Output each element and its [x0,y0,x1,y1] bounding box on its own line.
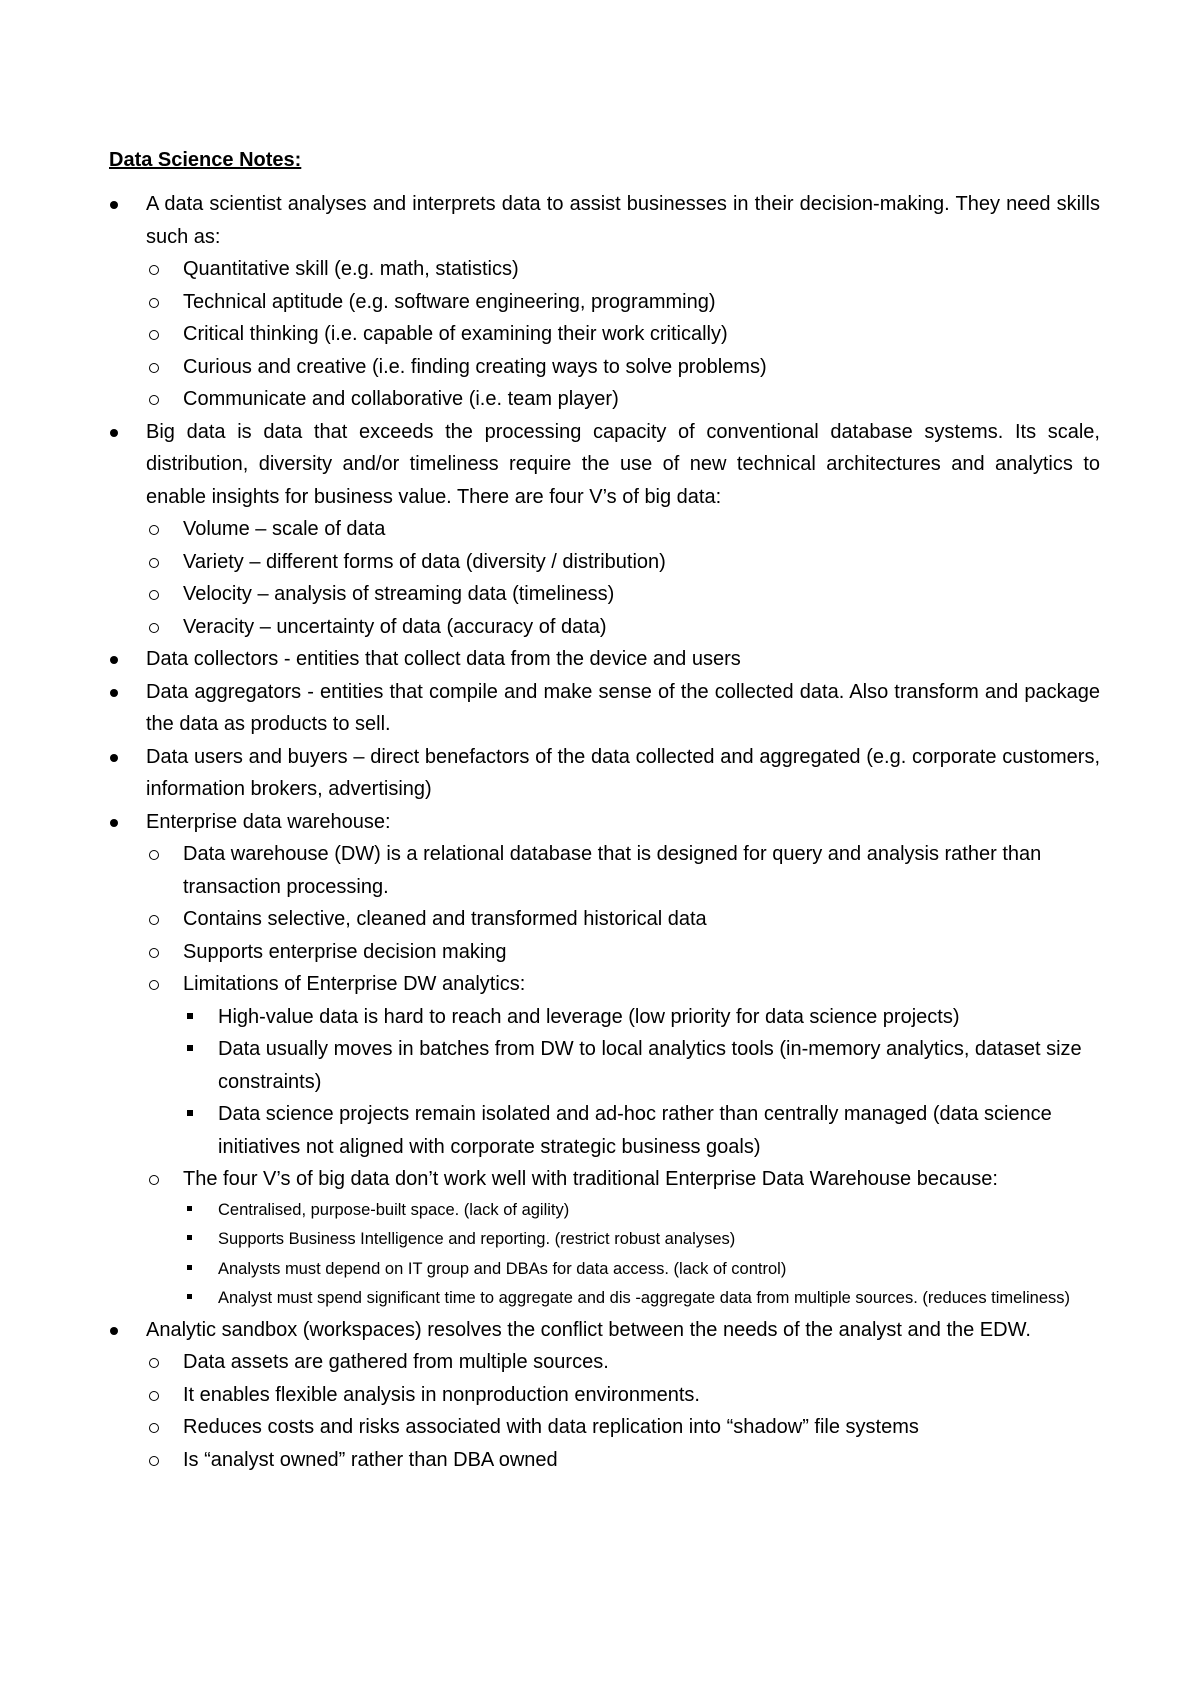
list-item [109,416,1100,644]
sub-list [109,838,1100,1314]
sub-list-item: Communicate and collaborative (i.e. team player) [109,383,1100,416]
nested-list-item: Analysts must depend on IT group and DBAs for data access. (lack of control) [109,1255,1100,1285]
sub-list-item: Curious and creative (i.e. finding creating ways to solve problems) [109,351,1100,384]
sub-list-item: Velocity – analysis of streaming data (timeliness) [109,578,1100,611]
page-title: Data Science Notes: [109,149,302,171]
sub-list-item [109,968,1100,1163]
sub-list-item-text: The four V’s of big data don’t work well with traditional Enterprise Data Warehouse because: [183,1168,998,1190]
list-item [109,741,1100,806]
notes-list [109,188,1100,1476]
reasons-list [109,1196,1100,1314]
list-item [109,676,1100,741]
list-item-text: Analytic sandbox (workspaces) resolves the conflict between the needs of the analyst and the EDW. [146,1318,1031,1341]
sub-list-item: Volume – scale of data [109,513,1100,546]
document-page [109,146,1100,1476]
nested-list-item: Data science projects remain isolated and ad-hoc rather than centrally managed (data science initiatives not aligned with corporate strategic business goals) [109,1098,1100,1163]
sub-list-item: Data warehouse (DW) is a relational database that is designed for query and analysis rather than transaction processing. [109,838,1100,903]
list-item-text: Big data is data that exceeds the processing capacity of conventional database systems. Its scale, distribution, diversity and/or timeliness require the use of new technical architectures and analytics to enable insights for business value. There are four V’s of big data: [146,420,1100,508]
sub-list-item: Data assets are gathered from multiple sources. [109,1346,1100,1379]
sub-list-item: Quantitative skill (e.g. math, statistics) [109,253,1100,286]
list-item-text: Data users and buyers – direct benefactors of the data collected and aggregated (e.g. corporate customers, information brokers, advertising) [146,745,1100,800]
list-item-text: Enterprise data warehouse: [146,810,391,833]
sub-list [109,1346,1100,1476]
list-item [109,643,1100,676]
limitations-list [109,1001,1100,1164]
list-item [109,1314,1100,1477]
sub-list-item: Variety – different forms of data (diversity / distribution) [109,546,1100,579]
sub-list-item: Is “analyst owned” rather than DBA owned [109,1444,1100,1477]
sub-list-item: Supports enterprise decision making [109,936,1100,969]
sub-list-item [109,1163,1100,1314]
sub-list-item: Critical thinking (i.e. capable of examining their work critically) [109,318,1100,351]
nested-list-item: Centralised, purpose-built space. (lack of agility) [109,1196,1100,1226]
list-item [109,806,1100,1314]
sub-list-item: Contains selective, cleaned and transformed historical data [109,903,1100,936]
nested-list-item: Analyst must spend significant time to aggregate and dis -aggregate data from multiple sources. (reduces timeliness) [109,1284,1100,1314]
sub-list-item-text: Limitations of Enterprise DW analytics: [183,973,526,995]
sub-list-item: Technical aptitude (e.g. software engineering, programming) [109,286,1100,319]
nested-list-item: High-value data is hard to reach and leverage (low priority for data science projects) [109,1001,1100,1034]
list-item-text: Data collectors - entities that collect data from the device and users [146,648,741,670]
sub-list [109,253,1100,416]
list-item-text: Data aggregators - entities that compile and make sense of the collected data. Also transform and package the data as products to sell. [146,680,1100,735]
nested-list-item: Data usually moves in batches from DW to local analytics tools (in-memory analytics, dataset size constraints) [109,1033,1100,1098]
list-item [109,188,1100,416]
sub-list-item: Veracity – uncertainty of data (accuracy of data) [109,611,1100,644]
sub-list [109,513,1100,643]
sub-list-item: It enables flexible analysis in nonproduction environments. [109,1379,1100,1412]
list-item-text: A data scientist analyses and interprets data to assist businesses in their decision-making. They need skills such as: [146,193,1100,248]
sub-list-item: Reduces costs and risks associated with data replication into “shadow” file systems [109,1411,1100,1444]
nested-list-item: Supports Business Intelligence and reporting. (restrict robust analyses) [109,1225,1100,1255]
